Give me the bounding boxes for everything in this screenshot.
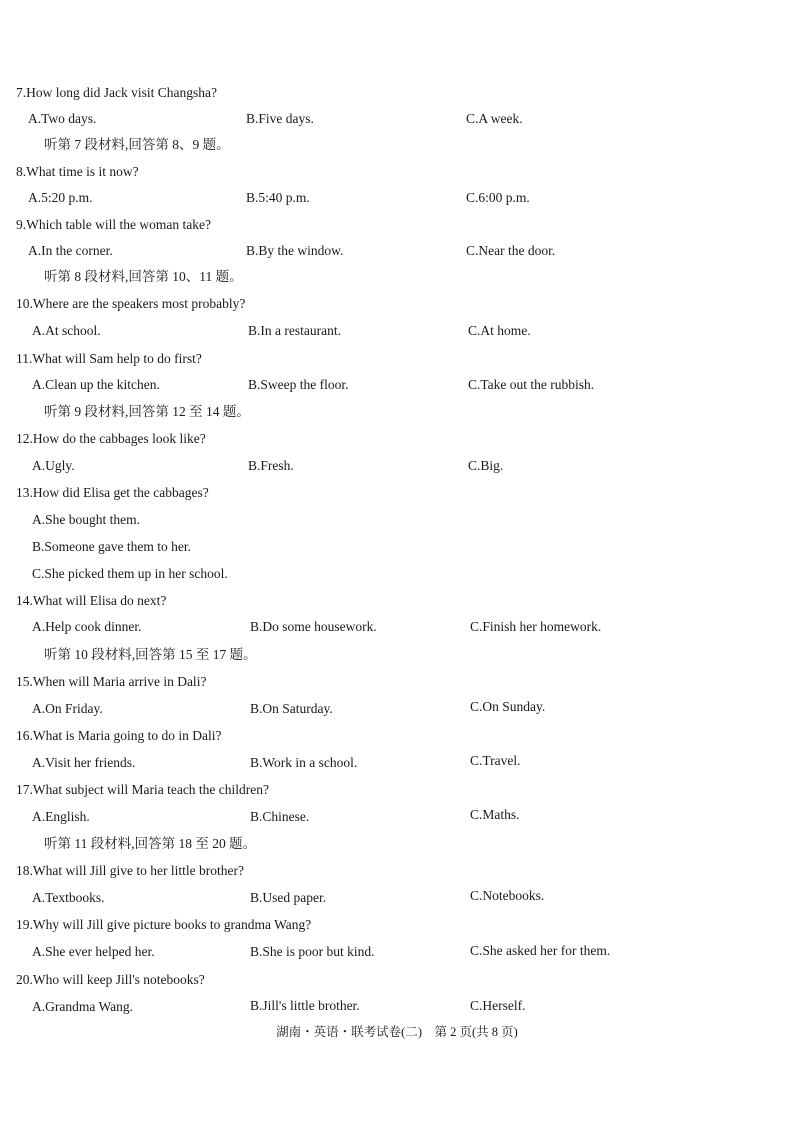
q12-option-a: A.Ugly. xyxy=(32,458,75,473)
question-10: 10.Where are the speakers most probably? xyxy=(16,296,246,311)
q8-option-b: B.5:40 p.m. xyxy=(246,190,310,205)
section-instruction-7: 听第 7 段材料,回答第 8、9 题。 xyxy=(44,137,230,152)
q15-option-c: C.On Sunday. xyxy=(470,699,546,714)
q18-option-a: A.Textbooks. xyxy=(32,890,105,905)
question-16: 16.What is Maria going to do in Dali? xyxy=(16,728,222,743)
q9-option-b: B.By the window. xyxy=(246,243,344,258)
question-9: 9.Which table will the woman take? xyxy=(16,217,211,232)
q13-option-c: C.She picked them up in her school. xyxy=(32,566,228,581)
q7-option-c: C.A week. xyxy=(466,111,523,126)
q10-option-b: B.In a restaurant. xyxy=(248,323,341,338)
question-15: 15.When will Maria arrive in Dali? xyxy=(16,674,207,689)
question-18: 18.What will Jill give to her little brother? xyxy=(16,863,244,878)
q17-option-b: B.Chinese. xyxy=(250,809,310,824)
section-instruction-8: 听第 8 段材料,回答第 10、11 题。 xyxy=(44,269,243,284)
q18-option-c: C.Notebooks. xyxy=(470,888,545,903)
question-14: 14.What will Elisa do next? xyxy=(16,593,167,608)
question-12: 12.How do the cabbages look like? xyxy=(16,431,206,446)
q19-option-b: B.She is poor but kind. xyxy=(250,944,375,959)
q9-option-a: A.In the corner. xyxy=(28,243,113,258)
q16-option-b: B.Work in a school. xyxy=(250,755,358,770)
q14-option-b: B.Do some housework. xyxy=(250,619,377,634)
q17-option-c: C.Maths. xyxy=(470,807,520,822)
question-11: 11.What will Sam help to do first? xyxy=(16,351,202,366)
q19-option-c: C.She asked her for them. xyxy=(470,943,611,958)
q18-option-b: B.Used paper. xyxy=(250,890,327,905)
question-7: 7.How long did Jack visit Changsha? xyxy=(16,85,217,100)
q14-option-a: A.Help cook dinner. xyxy=(32,619,142,634)
question-8: 8.What time is it now? xyxy=(16,164,139,179)
page-footer: 湖南・英语・联考试卷(二) 第 2 页(共 8 页) xyxy=(276,1025,518,1039)
q20-option-b: B.Jill's little brother. xyxy=(250,998,360,1013)
q8-option-a: A.5:20 p.m. xyxy=(28,190,93,205)
section-instruction-9: 听第 9 段材料,回答第 12 至 14 题。 xyxy=(44,404,250,419)
q13-option-b: B.Someone gave them to her. xyxy=(32,539,191,554)
q20-option-c: C.Herself. xyxy=(470,998,526,1013)
q15-option-a: A.On Friday. xyxy=(32,701,103,716)
q17-option-a: A.English. xyxy=(32,809,90,824)
q11-option-c: C.Take out the rubbish. xyxy=(468,377,595,392)
question-17: 17.What subject will Maria teach the children? xyxy=(16,782,270,797)
q7-option-b: B.Five days. xyxy=(246,111,314,126)
section-instruction-11: 听第 11 段材料,回答第 18 至 20 题。 xyxy=(44,836,257,851)
q15-option-b: B.On Saturday. xyxy=(250,701,333,716)
q10-option-a: A.At school. xyxy=(32,323,101,338)
q14-option-c: C.Finish her homework. xyxy=(470,619,602,634)
q10-option-c: C.At home. xyxy=(468,323,531,338)
q12-option-b: B.Fresh. xyxy=(248,458,294,473)
q13-option-a: A.She bought them. xyxy=(32,512,140,527)
q7-option-a: A.Two days. xyxy=(28,111,97,126)
q8-option-c: C.6:00 p.m. xyxy=(466,190,530,205)
q19-option-a: A.She ever helped her. xyxy=(32,944,155,959)
q16-option-a: A.Visit her friends. xyxy=(32,755,136,770)
q11-option-b: B.Sweep the floor. xyxy=(248,377,349,392)
q11-option-a: A.Clean up the kitchen. xyxy=(32,377,160,392)
q12-option-c: C.Big. xyxy=(468,458,504,473)
q16-option-c: C.Travel. xyxy=(470,753,521,768)
question-13: 13.How did Elisa get the cabbages? xyxy=(16,485,209,500)
q9-option-c: C.Near the door. xyxy=(466,243,556,258)
question-20: 20.Who will keep Jill's notebooks? xyxy=(16,972,205,987)
section-instruction-10: 听第 10 段材料,回答第 15 至 17 题。 xyxy=(44,647,257,662)
q20-option-a: A.Grandma Wang. xyxy=(32,999,134,1014)
question-19: 19.Why will Jill give picture books to grandma Wang? xyxy=(16,917,312,932)
